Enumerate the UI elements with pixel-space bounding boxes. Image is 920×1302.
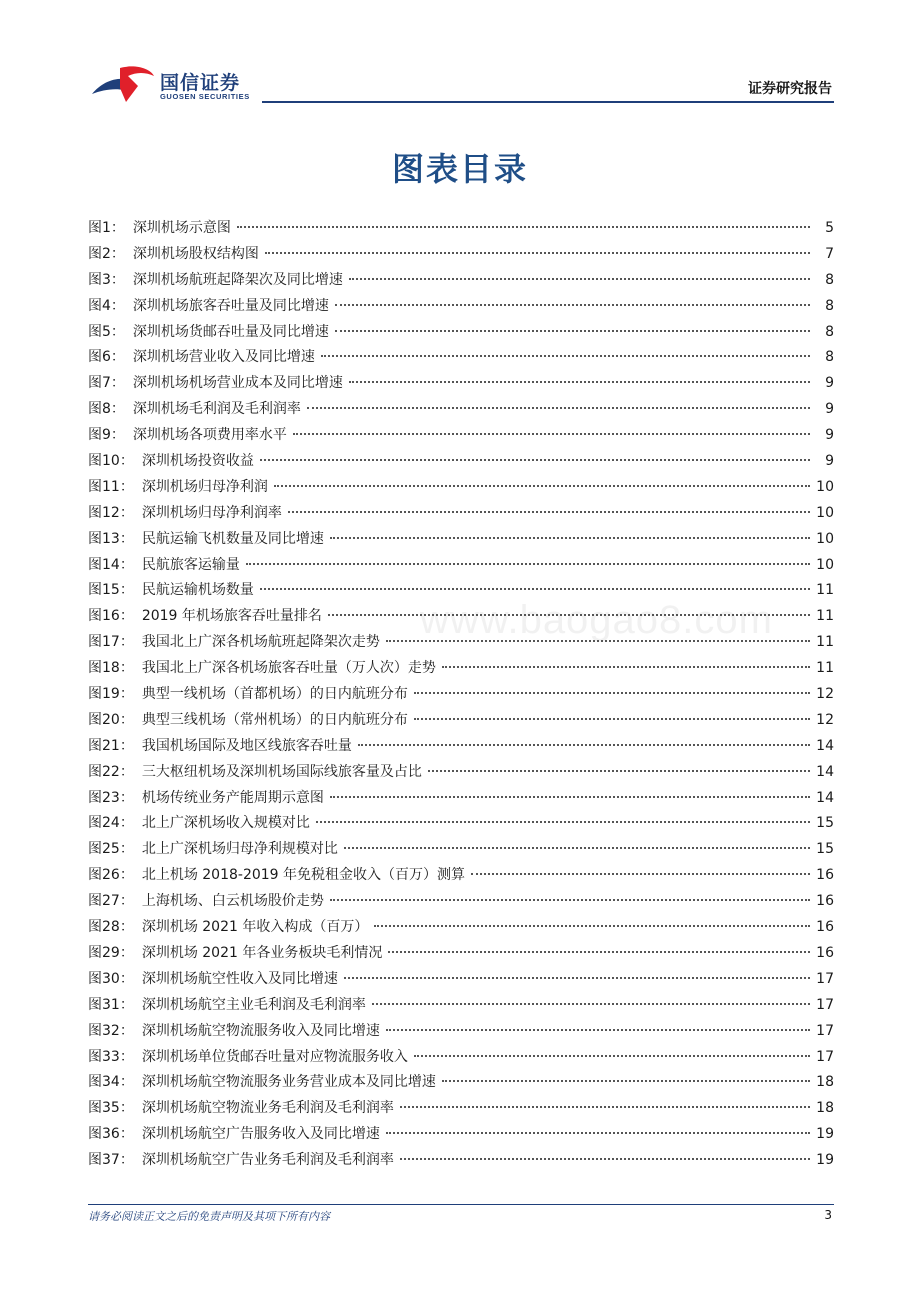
toc-entry-title: 深圳机场投资收益 bbox=[141, 453, 254, 470]
toc-dot-leader bbox=[400, 1105, 810, 1108]
toc-entry-label: 图2： bbox=[88, 245, 125, 262]
toc-entry-page: 14 bbox=[816, 789, 834, 806]
toc-entry-page: 15 bbox=[816, 815, 834, 832]
header-divider bbox=[262, 101, 834, 103]
toc-entry-page: 7 bbox=[825, 245, 834, 262]
toc-entry[interactable] bbox=[88, 762, 834, 788]
toc-entry[interactable] bbox=[88, 891, 834, 917]
toc-entry[interactable] bbox=[88, 969, 834, 995]
toc-dot-leader bbox=[414, 691, 810, 694]
toc-entry[interactable] bbox=[88, 710, 834, 736]
toc-dot-leader bbox=[442, 1079, 810, 1082]
toc-entry-title: 深圳机场股权结构图 bbox=[132, 245, 259, 262]
toc-entry-title: 我国北上广深各机场旅客吞吐量（万人次）走势 bbox=[141, 660, 436, 677]
toc-dot-leader bbox=[335, 303, 810, 306]
toc-entry-title: 深圳机场 2021 年收入构成（百万） bbox=[141, 919, 369, 936]
toc-entry-title: 我国机场国际及地区线旅客吞吐量 bbox=[141, 737, 352, 754]
toc-entry-title: 机场传统业务产能周期示意图 bbox=[141, 789, 324, 806]
toc-entry[interactable] bbox=[88, 347, 834, 373]
toc-entry[interactable] bbox=[88, 1072, 834, 1098]
toc-entry-title: 北上广深机场收入规模对比 bbox=[141, 815, 310, 832]
toc-entry-title: 深圳机场归母净利润率 bbox=[141, 504, 282, 521]
toc-dot-leader bbox=[414, 1054, 810, 1057]
toc-entry[interactable] bbox=[88, 296, 834, 322]
toc-entry-page: 17 bbox=[816, 996, 834, 1013]
toc-entry[interactable] bbox=[88, 244, 834, 270]
toc-dot-leader bbox=[321, 354, 810, 357]
toc-entry-label: 图15： bbox=[88, 582, 134, 599]
toc-entry-page: 18 bbox=[816, 1074, 834, 1091]
toc-dot-leader bbox=[330, 795, 810, 798]
toc-entry[interactable] bbox=[88, 503, 834, 529]
toc-entry-label: 图4： bbox=[88, 297, 125, 314]
toc-dot-leader bbox=[400, 1157, 810, 1160]
toc-entry-page: 9 bbox=[825, 427, 834, 444]
toc-entry-label: 图9： bbox=[88, 427, 125, 444]
toc-entry-page: 10 bbox=[816, 530, 834, 547]
toc-entry-title: 深圳机场归母净利润 bbox=[141, 478, 268, 495]
toc-entry-page: 11 bbox=[816, 608, 834, 625]
toc-entry-page: 19 bbox=[816, 1152, 834, 1169]
toc-dot-leader bbox=[237, 225, 810, 228]
toc-entry-title: 深圳机场航空性收入及同比增速 bbox=[141, 970, 338, 987]
toc-entry-page: 16 bbox=[816, 893, 834, 910]
footer-divider bbox=[88, 1204, 834, 1205]
toc-entry-label: 图19： bbox=[88, 686, 134, 703]
toc-entry[interactable] bbox=[88, 555, 834, 581]
toc-entry-title: 深圳机场航空物流服务业务营业成本及同比增速 bbox=[141, 1074, 436, 1091]
toc-dot-leader bbox=[260, 587, 810, 590]
toc-entry[interactable] bbox=[88, 995, 834, 1021]
toc-entry-label: 图8： bbox=[88, 401, 125, 418]
toc-entry[interactable] bbox=[88, 477, 834, 503]
toc-entry[interactable] bbox=[88, 580, 834, 606]
toc-entry-title: 深圳机场营业收入及同比增速 bbox=[132, 349, 315, 366]
toc-dot-leader bbox=[307, 406, 810, 409]
table-of-figures bbox=[88, 218, 834, 1176]
toc-entry-page: 10 bbox=[816, 504, 834, 521]
toc-entry-label: 图11： bbox=[88, 478, 134, 495]
toc-entry-page: 12 bbox=[816, 711, 834, 728]
footer-disclaimer: 请务必阅读正文之后的免责声明及其项下所有内容 bbox=[88, 1210, 330, 1223]
toc-entry[interactable] bbox=[88, 606, 834, 632]
toc-entry-label: 图10： bbox=[88, 453, 134, 470]
toc-dot-leader bbox=[349, 380, 810, 383]
logo-english-name: GUOSEN SECURITIES bbox=[160, 92, 250, 101]
toc-entry-title: 深圳机场示意图 bbox=[132, 220, 231, 236]
toc-entry-label: 图22： bbox=[88, 763, 134, 780]
toc-entry-title: 深圳机场机场营业成本及同比增速 bbox=[132, 375, 343, 392]
toc-entry[interactable] bbox=[88, 270, 834, 296]
toc-entry-title: 三大枢纽机场及深圳机场国际线旅客量及占比 bbox=[141, 763, 422, 780]
toc-entry[interactable] bbox=[88, 373, 834, 399]
toc-entry-page: 9 bbox=[825, 453, 834, 470]
toc-entry[interactable] bbox=[88, 917, 834, 943]
toc-heading: 图表目录 bbox=[391, 150, 528, 188]
toc-entry-label: 图32： bbox=[88, 1022, 134, 1039]
toc-dot-leader bbox=[442, 665, 810, 668]
toc-entry[interactable] bbox=[88, 788, 834, 814]
toc-entry-label: 图33： bbox=[88, 1048, 134, 1065]
toc-entry-title: 典型一线机场（首都机场）的日内航班分布 bbox=[141, 686, 408, 703]
page-number: 3 bbox=[824, 1208, 832, 1222]
logo-chinese-name: 国信证券 bbox=[160, 72, 241, 94]
toc-entry-label: 图3： bbox=[88, 271, 125, 288]
toc-dot-leader bbox=[388, 950, 810, 953]
toc-entry-page: 18 bbox=[816, 1100, 834, 1117]
guosen-logo-icon bbox=[90, 64, 156, 108]
toc-entry-page: 14 bbox=[816, 763, 834, 780]
toc-entry[interactable] bbox=[88, 658, 834, 684]
toc-entry-label: 图31： bbox=[88, 996, 134, 1013]
toc-entry-title: 典型三线机场（常州机场）的日内航班分布 bbox=[141, 711, 408, 728]
toc-dot-leader bbox=[428, 769, 810, 772]
toc-entry-label: 图23： bbox=[88, 789, 134, 806]
toc-entry-title: 北上机场 2018-2019 年免税租金收入（百万）测算 bbox=[141, 867, 466, 884]
toc-dot-leader bbox=[260, 458, 810, 461]
toc-dot-leader bbox=[330, 898, 810, 901]
toc-entry-label: 图1： bbox=[88, 220, 125, 236]
toc-entry[interactable] bbox=[88, 684, 834, 710]
toc-dot-leader bbox=[328, 613, 810, 616]
toc-entry-title: 深圳机场单位货邮吞吐量对应物流服务收入 bbox=[141, 1048, 408, 1065]
toc-entry-page: 19 bbox=[816, 1126, 834, 1143]
toc-entry[interactable] bbox=[88, 865, 834, 891]
toc-entry-page: 17 bbox=[816, 970, 834, 987]
toc-dot-leader bbox=[330, 536, 810, 539]
toc-entry-title: 深圳机场航空广告业务毛利润及毛利润率 bbox=[141, 1152, 394, 1169]
toc-entry[interactable] bbox=[88, 322, 834, 348]
toc-dot-leader bbox=[386, 639, 810, 642]
toc-entry-title: 深圳机场货邮吞吐量及同比增速 bbox=[132, 323, 329, 340]
toc-entry[interactable] bbox=[88, 1124, 834, 1150]
toc-entry-label: 图24： bbox=[88, 815, 134, 832]
toc-entry-page: 15 bbox=[816, 841, 834, 858]
toc-entry-label: 图13： bbox=[88, 530, 134, 547]
toc-entry-label: 图28： bbox=[88, 919, 134, 936]
toc-entry[interactable] bbox=[88, 1047, 834, 1073]
toc-dot-leader bbox=[288, 510, 810, 513]
toc-entry[interactable] bbox=[88, 632, 834, 658]
toc-dot-leader bbox=[386, 1131, 810, 1134]
toc-entry-label: 图29： bbox=[88, 944, 134, 961]
toc-entry-label: 图6： bbox=[88, 349, 125, 366]
toc-entry-title: 2019 年机场旅客吞吐量排名 bbox=[141, 608, 322, 625]
toc-entry-page: 8 bbox=[825, 323, 834, 340]
toc-dot-leader bbox=[344, 846, 810, 849]
company-logo bbox=[90, 64, 270, 108]
toc-entry-page: 11 bbox=[816, 634, 834, 651]
toc-entry-label: 图7： bbox=[88, 375, 125, 392]
toc-entry-page: 10 bbox=[816, 556, 834, 573]
toc-entry[interactable] bbox=[88, 218, 834, 244]
toc-entry-label: 图25： bbox=[88, 841, 134, 858]
toc-entry-label: 图26： bbox=[88, 867, 134, 884]
toc-entry[interactable] bbox=[88, 839, 834, 865]
toc-entry[interactable] bbox=[88, 736, 834, 762]
toc-entry-page: 8 bbox=[825, 271, 834, 288]
toc-entry-label: 图37： bbox=[88, 1152, 134, 1169]
toc-entry-label: 图5： bbox=[88, 323, 125, 340]
toc-entry-label: 图20： bbox=[88, 711, 134, 728]
toc-entry-label: 图17： bbox=[88, 634, 134, 651]
page-header bbox=[0, 0, 920, 110]
toc-entry-label: 图12： bbox=[88, 504, 134, 521]
toc-dot-leader bbox=[335, 329, 810, 332]
watermark: www.baogao8.com bbox=[420, 598, 773, 642]
toc-entry-page: 5 bbox=[825, 220, 834, 236]
toc-entry-page: 10 bbox=[816, 478, 834, 495]
toc-entry-page: 17 bbox=[816, 1022, 834, 1039]
toc-entry-label: 图18： bbox=[88, 660, 134, 677]
toc-dot-leader bbox=[372, 1002, 810, 1005]
toc-dot-leader bbox=[358, 743, 810, 746]
toc-dot-leader bbox=[246, 562, 810, 565]
toc-entry-title: 深圳机场航空广告服务收入及同比增速 bbox=[141, 1126, 380, 1143]
toc-entry-title: 上海机场、白云机场股价走势 bbox=[141, 893, 324, 910]
toc-entry-page: 8 bbox=[825, 297, 834, 314]
toc-dot-leader bbox=[274, 484, 810, 487]
toc-entry[interactable] bbox=[88, 425, 834, 451]
toc-entry-title: 我国北上广深各机场航班起降架次走势 bbox=[141, 634, 380, 651]
toc-dot-leader bbox=[316, 820, 810, 823]
toc-entry-label: 图34： bbox=[88, 1074, 134, 1091]
toc-entry-label: 图35： bbox=[88, 1100, 134, 1117]
toc-entry[interactable] bbox=[88, 399, 834, 425]
toc-entry[interactable] bbox=[88, 1150, 834, 1176]
toc-dot-leader bbox=[265, 251, 810, 254]
toc-entry-title: 北上广深机场归母净利规模对比 bbox=[141, 841, 338, 858]
toc-entry-page: 8 bbox=[825, 349, 834, 366]
toc-entry-page: 16 bbox=[816, 919, 834, 936]
toc-entry[interactable] bbox=[88, 1021, 834, 1047]
toc-entry-title: 民航运输机场数量 bbox=[141, 582, 254, 599]
toc-entry-title: 深圳机场航班起降架次及同比增速 bbox=[132, 271, 343, 288]
toc-entry-page: 11 bbox=[816, 660, 834, 677]
toc-entry-page: 9 bbox=[825, 401, 834, 418]
toc-entry-title: 深圳机场毛利润及毛利润率 bbox=[132, 401, 301, 418]
toc-entry-page: 16 bbox=[816, 867, 834, 884]
toc-dot-leader bbox=[293, 432, 810, 435]
toc-dot-leader bbox=[344, 976, 810, 979]
toc-entry-title: 深圳机场各项费用率水平 bbox=[132, 427, 287, 444]
toc-entry-title: 深圳机场旅客吞吐量及同比增速 bbox=[132, 297, 329, 314]
report-type-label: 证券研究报告 bbox=[748, 81, 832, 97]
toc-entry-title: 深圳机场 2021 年各业务板块毛利情况 bbox=[141, 944, 383, 961]
toc-entry-page: 12 bbox=[816, 686, 834, 703]
toc-entry-label: 图30： bbox=[88, 970, 134, 987]
toc-dot-leader bbox=[349, 277, 810, 280]
toc-entry-title: 深圳机场航空物流服务收入及同比增速 bbox=[141, 1022, 380, 1039]
toc-dot-leader bbox=[414, 717, 810, 720]
toc-dot-leader bbox=[374, 924, 810, 927]
toc-entry-label: 图21： bbox=[88, 737, 134, 754]
toc-entry-label: 图14： bbox=[88, 556, 134, 573]
toc-entry[interactable] bbox=[88, 943, 834, 969]
toc-entry[interactable] bbox=[88, 1098, 834, 1124]
toc-entry-title: 深圳机场航空主业毛利润及毛利润率 bbox=[141, 996, 366, 1013]
toc-entry-title: 民航运输飞机数量及同比增速 bbox=[141, 530, 324, 547]
toc-entry-label: 图36： bbox=[88, 1126, 134, 1143]
toc-dot-leader bbox=[386, 1028, 810, 1031]
toc-entry-label: 图27： bbox=[88, 893, 134, 910]
toc-entry-page: 9 bbox=[825, 375, 834, 392]
toc-entry[interactable] bbox=[88, 451, 834, 477]
toc-entry-title: 民航旅客运输量 bbox=[141, 556, 240, 573]
toc-entry-title: 深圳机场航空物流业务毛利润及毛利润率 bbox=[141, 1100, 394, 1117]
toc-entry[interactable] bbox=[88, 813, 834, 839]
toc-entry-page: 14 bbox=[816, 737, 834, 754]
toc-entry-page: 17 bbox=[816, 1048, 834, 1065]
toc-entry[interactable] bbox=[88, 529, 834, 555]
toc-dot-leader bbox=[471, 872, 810, 875]
toc-entry-page: 11 bbox=[816, 582, 834, 599]
toc-entry-page: 16 bbox=[816, 944, 834, 961]
toc-entry-label: 图16： bbox=[88, 608, 134, 625]
